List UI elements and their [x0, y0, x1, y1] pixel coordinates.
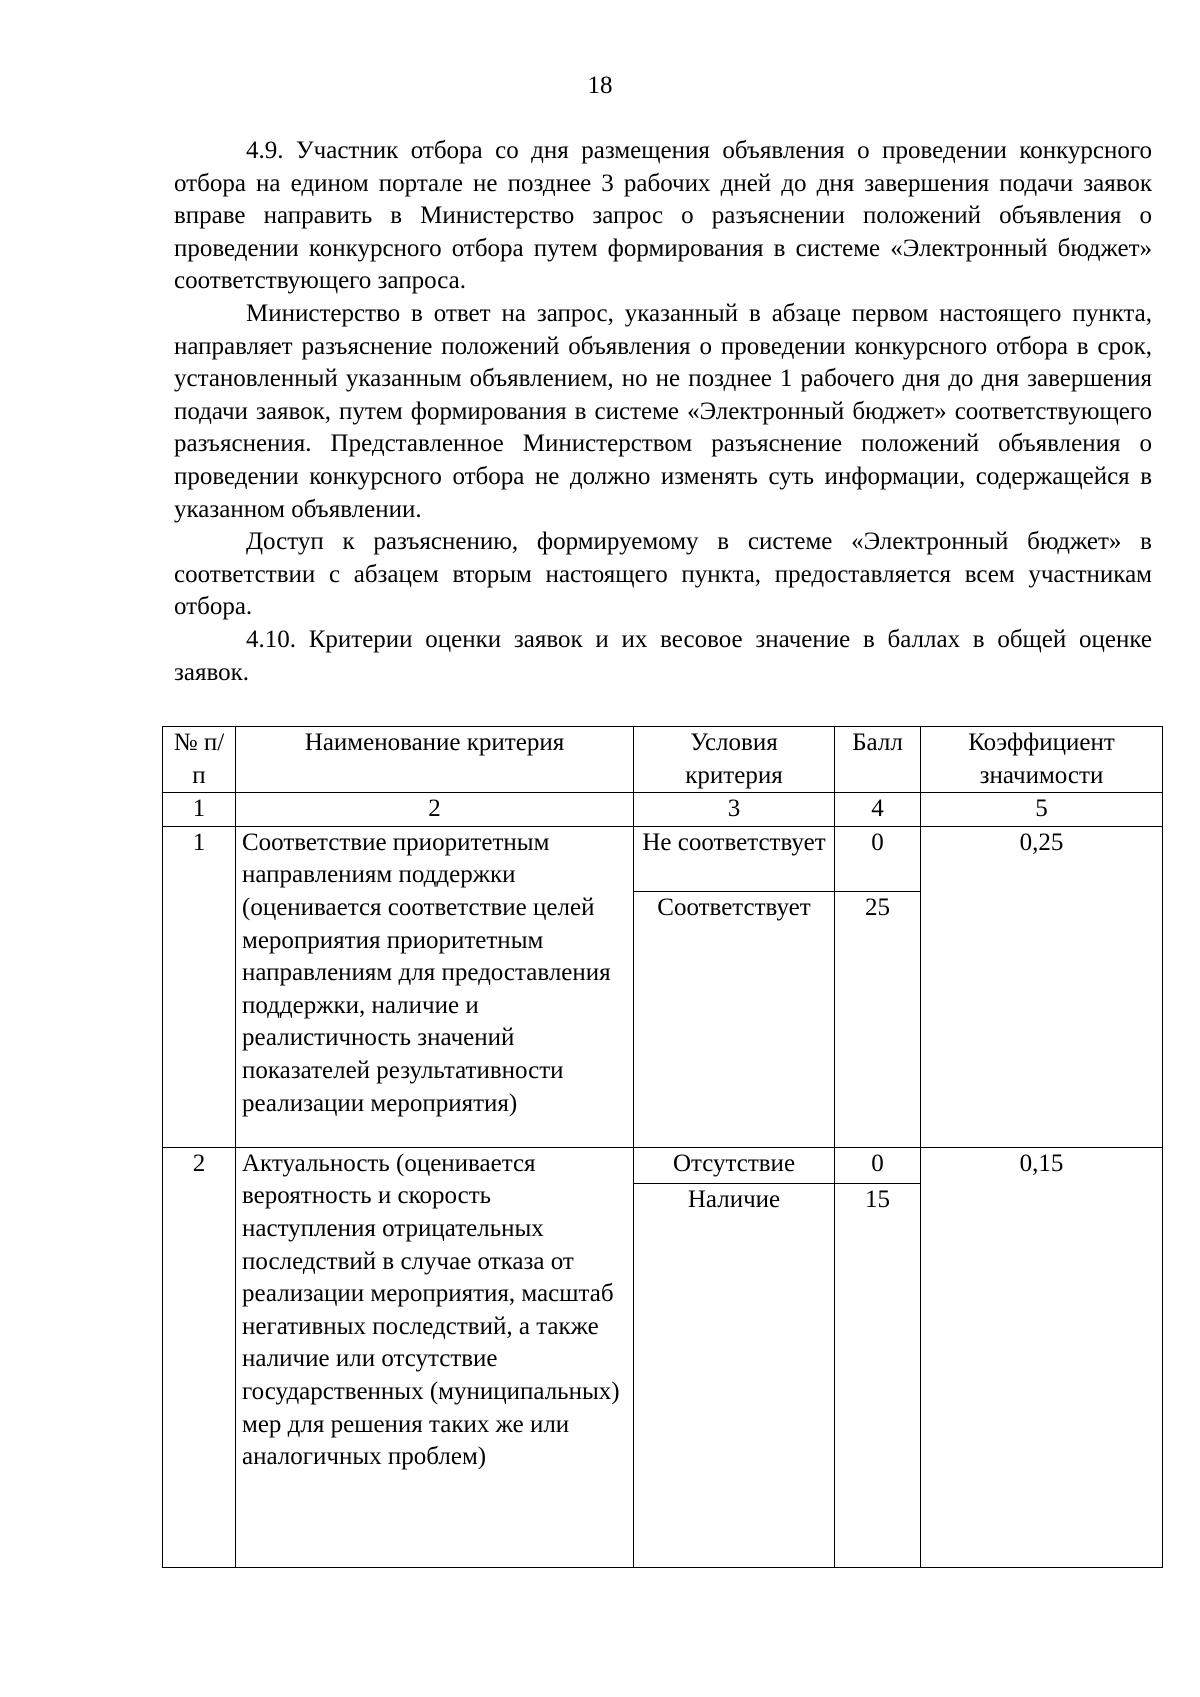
column-number: 2 [236, 793, 634, 827]
table-header-row [163, 727, 1163, 793]
column-number: 4 [835, 793, 921, 827]
row-number: 1 [163, 826, 236, 1147]
condition-score: 25 [835, 891, 921, 1147]
paragraph-4-9: 4.9. Участник отбора со дня размещения объявления о проведении конкурсного отбора на едином портале не позднее 3 рабочих дней до дня завершения подачи заявок вправе направить в Министерство запрос о разъяснении положений объявления о проведении конкурсного отбора путем формирования в системе «Электронный бюджет» соответствующего запроса. [174, 137, 1152, 295]
header-coefficient: Коэффициент значимости [921, 727, 1163, 793]
header-conditions: Условия критерия [634, 727, 835, 793]
row-number: 2 [163, 1147, 236, 1567]
coefficient: 0,15 [921, 1147, 1163, 1567]
condition-score: 0 [835, 1147, 921, 1183]
condition-score: 15 [835, 1183, 921, 1567]
column-number: 5 [921, 793, 1163, 827]
header-score: Балл [835, 727, 921, 793]
paragraph-4-10: 4.10. Критерии оценки заявок и их весовое значение в баллах в общей оценке заявок. [174, 625, 1152, 686]
condition-label: Отсутствие [634, 1147, 835, 1183]
condition-label: Соответствует [634, 891, 835, 1147]
criterion-name: Соответствие приоритетным направлениям поддержки (оценивается соответствие целей мероприятия приоритетным направлениям для предоставления поддержки, наличие и реалистичность значений показателей результативности реализации мероприятия) [236, 826, 634, 1147]
header-num: № п/п [163, 727, 236, 793]
coefficient: 0,25 [921, 826, 1163, 1147]
column-number: 1 [163, 793, 236, 827]
criteria-table [162, 726, 1163, 1568]
condition-label: Наличие [634, 1183, 835, 1567]
condition-label: Не соответствует [634, 826, 835, 891]
table-row [163, 826, 1163, 891]
table-row [163, 1147, 1163, 1183]
body-text [174, 135, 1152, 689]
criterion-name: Актуальность (оценивается вероятность и скорость наступления отрицательных последствий в случае отказа от реализации мероприятия, масштаб негативных последствий, а также наличие или отсутствие государственных (муниципальных) мер для решения таких же или аналогичных проблем) [236, 1147, 634, 1567]
column-numbers-row [163, 793, 1163, 827]
header-name: Наименование критерия [236, 727, 634, 793]
paragraph-access: Доступ к разъяснению, формируемому в системе «Электронный бюджет» в соответствии с абзацем вторым настоящего пункта, предоставляется всем участникам отбора. [174, 528, 1152, 621]
page-number: 18 [587, 72, 613, 99]
condition-score: 0 [835, 826, 921, 891]
paragraph-ministry-response: Министерство в ответ на запрос, указанный в абзаце первом настоящего пункта, направляет разъяснение положений объявления о проведении конкурсного отбора в срок, установленный указанным объявлением, но не позднее 1 рабочего дня до дня завершения подачи заявок, путем формирования в системе «Электронный бюджет» соответствующего разъяснения. Представленное Министерством разъяснение положений объявления о проведении конкурсного отбора не должно изменять суть информации, содержащейся в указанном объявлении. [174, 299, 1152, 523]
column-number: 3 [634, 793, 835, 827]
